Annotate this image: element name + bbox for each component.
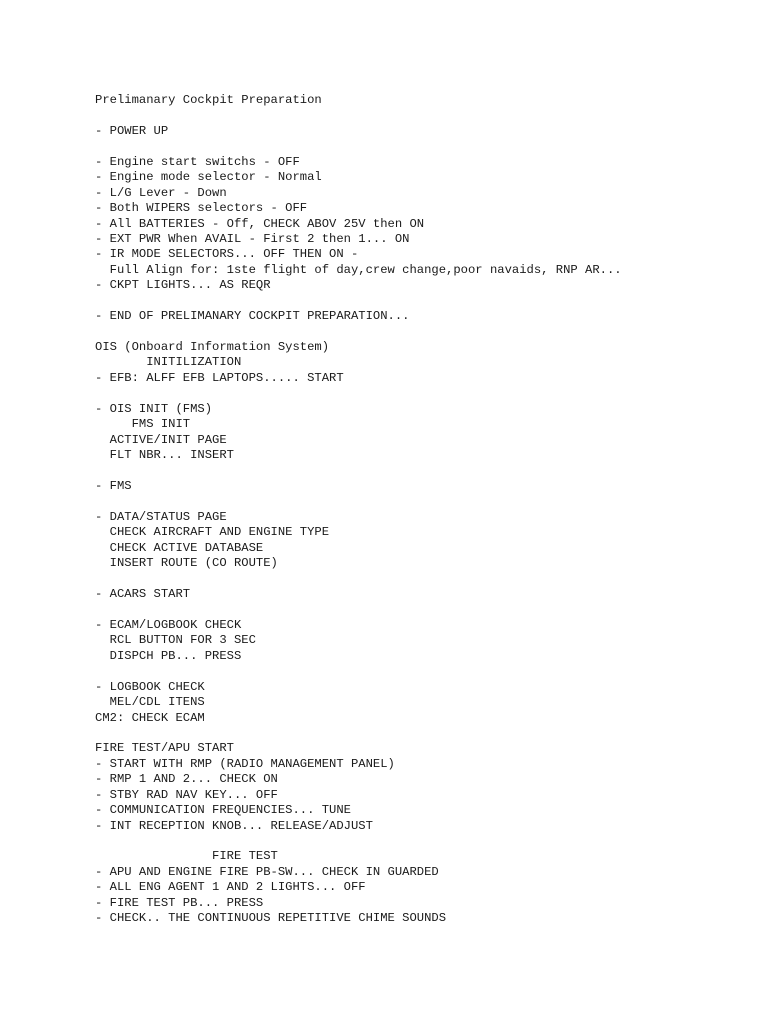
- text-line: Full Align for: 1ste flight of day,crew change,poor navaids, RNP AR...: [95, 262, 622, 277]
- text-line: - EFB: ALFF EFB LAPTOPS..... START: [95, 370, 344, 385]
- text-line: FMS INIT: [95, 417, 191, 432]
- text-line: - CKPT LIGHTS... AS REQR: [95, 278, 271, 293]
- text-line: - COMMUNICATION FREQUENCIES... TUNE: [95, 803, 351, 818]
- blank-line: [95, 108, 622, 123]
- blank-line: [95, 325, 622, 340]
- text-line: DISPCH PB... PRESS: [95, 648, 242, 663]
- text-line: - CHECK.. THE CONTINUOUS REPETITIVE CHIME SOUNDS: [95, 911, 447, 926]
- blank-line: [95, 834, 622, 849]
- blank-line: [95, 726, 622, 741]
- text-line: FIRE TEST: [95, 849, 278, 864]
- text-line: - LOGBOOK CHECK: [95, 679, 205, 694]
- text-line: INITILIZATION: [95, 355, 242, 370]
- text-line: CHECK AIRCRAFT AND ENGINE TYPE: [95, 525, 330, 540]
- blank-line: [95, 464, 622, 479]
- text-line: MEL/CDL ITENS: [95, 695, 205, 710]
- text-line: ACTIVE/INIT PAGE: [95, 432, 227, 447]
- text-line: - IR MODE SELECTORS... OFF THEN ON -: [95, 247, 359, 262]
- text-line: - START WITH RMP (RADIO MANAGEMENT PANEL): [95, 756, 395, 771]
- text-line: - OIS INIT (FMS): [95, 401, 213, 416]
- blank-line: [95, 572, 622, 587]
- text-line: - POWER UP: [95, 123, 169, 138]
- text-line: - ACARS START: [95, 587, 191, 601]
- document-text: [95, 93, 622, 927]
- text-line: - All BATTERIES - Off, CHECK ABOV 25V then ON: [95, 216, 425, 231]
- text-line: CM2: CHECK ECAM: [95, 710, 205, 725]
- text-line: - ALL ENG AGENT 1 AND 2 LIGHTS... OFF: [95, 880, 366, 895]
- blank-line: [95, 139, 622, 154]
- text-line: - Engine start switchs - OFF: [95, 154, 300, 169]
- text-line: - DATA/STATUS PAGE: [95, 509, 227, 524]
- text-line: RCL BUTTON FOR 3 SEC: [95, 633, 256, 648]
- text-line: OIS (Onboard Information System): [95, 340, 330, 354]
- text-line: FLT NBR... INSERT: [95, 448, 234, 463]
- text-line: - L/G Lever - Down: [95, 185, 227, 200]
- blank-line: [95, 294, 622, 309]
- blank-line: [95, 664, 622, 679]
- text-line: - ECAM/LOGBOOK CHECK: [95, 617, 242, 632]
- text-line: - FMS: [95, 478, 132, 493]
- text-line: INSERT ROUTE (CO ROUTE): [95, 556, 278, 571]
- text-line: FIRE TEST/APU START: [95, 741, 234, 756]
- blank-line: [95, 386, 622, 401]
- text-line: - END OF PRELIMANARY COCKPIT PREPARATION...: [95, 309, 410, 324]
- text-line: - EXT PWR When AVAIL - First 2 then 1... ON: [95, 231, 410, 246]
- text-line: - INT RECEPTION KNOB... RELEASE/ADJUST: [95, 818, 373, 833]
- text-line: Prelimanary Cockpit Preparation: [95, 93, 322, 107]
- text-line: - Both WIPERS selectors - OFF: [95, 201, 308, 216]
- text-line: - RMP 1 AND 2... CHECK ON: [95, 772, 278, 787]
- text-line: - Engine mode selector - Normal: [95, 170, 322, 185]
- blank-line: [95, 602, 622, 617]
- blank-line: [95, 494, 622, 509]
- text-line: - STBY RAD NAV KEY... OFF: [95, 787, 278, 802]
- text-line: - APU AND ENGINE FIRE PB-SW... CHECK IN GUARDED: [95, 864, 439, 879]
- text-line: CHECK ACTIVE DATABASE: [95, 540, 264, 555]
- text-line: - FIRE TEST PB... PRESS: [95, 895, 264, 910]
